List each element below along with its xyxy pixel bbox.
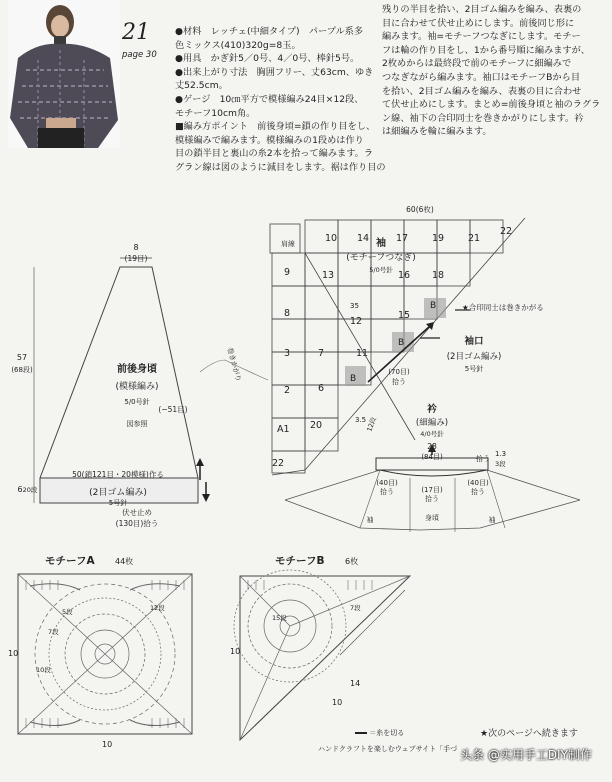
collar-needle: 4/0号針 — [420, 430, 444, 438]
collar-left-pick2: 拾う — [380, 488, 394, 496]
collar-rows: 3段 — [495, 460, 506, 468]
collar-pick: 拾う — [476, 455, 490, 463]
sleeve-num-21: 21 — [468, 233, 481, 244]
sleeve-num-22: 22 — [500, 226, 513, 237]
instruction-line: 色ミックス(410)320g=8玉。 — [175, 39, 301, 51]
instruction-line: つなぎながら編みます。袖口はモチーフBから目 — [382, 71, 581, 83]
motif-a-diagram — [0, 550, 230, 750]
sleeve-num-16: 16 — [398, 270, 411, 281]
body-height-rows: (68段) — [11, 366, 33, 374]
instruction-line: 目に合わせて伏せ止めにします。前後同じ形に — [382, 17, 575, 29]
sleeve-num-a1: A1 — [277, 424, 290, 435]
page-number: 21 — [122, 20, 150, 45]
cuff-needle: 5号針 — [464, 365, 484, 373]
collar-right-pick2: 拾う — [471, 488, 485, 496]
instruction-line: グラン線は図のように減目をします。裾は作り目の — [175, 161, 386, 173]
collar-right-pick: (40目) — [467, 479, 489, 487]
motif-b-size-v: 10 — [230, 647, 241, 656]
body-rib-rows: 20段 — [22, 486, 38, 494]
collar-width: 28 — [427, 442, 437, 451]
sleeve-subtitle: (モチーフつなぎ) — [346, 253, 416, 263]
page-reference: page 30 — [122, 50, 157, 60]
instruction-line: 残りの半目を拾い、2目ゴム編みを編み、表裏の — [382, 4, 582, 15]
sleeve-title: 袖 — [376, 238, 386, 249]
body-rib-label: (2目ゴム編み) — [89, 488, 147, 498]
footer-site: ハンドクラフトを楽しむウェブサイト「手づ — [318, 745, 458, 753]
marker-note: ★合印同士は巻きかがる — [462, 303, 544, 312]
model-photo — [8, 0, 120, 148]
instruction-line: 2枚めからは最終段で前のモチーフに細編みで — [382, 58, 572, 70]
cuff-pick2: 拾う — [392, 378, 406, 386]
b-mark-3: B — [350, 374, 357, 384]
cuff-pick: (70目) — [388, 368, 410, 376]
motif-a-round-10: 10段 — [36, 666, 51, 674]
sleeve-num-10: 10 — [325, 233, 338, 244]
instruction-line: を拾い、2目ゴム編みを編み、表裏の目に合わせ — [382, 85, 582, 97]
body-rib-height: 6 — [17, 485, 23, 494]
motif-b-diag-2: 10 — [332, 698, 343, 707]
motif-b-title: モチーフB — [275, 555, 325, 567]
body-cast-on: 50(鎖121目・20模様)作る — [72, 470, 164, 479]
sleeve-needle: 5/0号針 — [369, 266, 393, 274]
motif-b-diag-1: 14 — [350, 679, 361, 688]
watermark: 头条 @实用手工DIY制作 — [460, 748, 592, 762]
continue-note: ★次のページへ続きます — [480, 729, 578, 739]
sleeve-num-12: 12 — [350, 316, 363, 327]
cuff-title: 袖口 — [464, 336, 484, 347]
body-needle: 5/0号針 — [124, 398, 150, 406]
legend-cut-yarn — [355, 728, 404, 738]
collar-center-pick: (17目) — [421, 486, 443, 494]
sleeve-num-7: 7 — [318, 348, 325, 359]
instruction-line: ■編み方ポイント 前後身頃=鎖の作り目をし、 — [175, 121, 376, 133]
motif-a-round-12: 12段 — [150, 604, 165, 612]
instruction-line: ●出来上がり寸法 胸囲フリー、丈63cm、ゆき — [175, 66, 374, 78]
body-top-rows: (19目) — [124, 254, 148, 263]
collar-body: 身頃 — [425, 514, 439, 522]
sleeve-num-6: 6 — [318, 383, 325, 394]
instruction-line: ●ゲージ 10㎝平方で模様編み24目×12段、 — [175, 93, 364, 105]
motif-b-diagram — [230, 550, 430, 750]
sleeve-num-19: 19 — [432, 233, 445, 244]
body-bottom: (130目)拾う — [115, 519, 159, 528]
collar-title: 衿 — [427, 404, 437, 415]
cuff-height: 3.5 — [355, 416, 367, 424]
sleeve-num-8: 8 — [284, 308, 291, 319]
body-bind-off: 伏せ止め — [122, 508, 152, 517]
shoulder-line: 肩線 — [281, 240, 295, 248]
sleeve-num-18: 18 — [432, 270, 445, 281]
b-mark-1: B — [430, 301, 437, 311]
sleeve-diagram — [270, 204, 544, 475]
collar-diagram — [285, 403, 580, 532]
sleeve-width: 60(6枚) — [406, 205, 434, 214]
cut-yarn-icon — [355, 732, 367, 734]
collar-left-pick: (40目) — [376, 479, 398, 487]
sleeve-num-14: 14 — [357, 233, 370, 244]
instruction-line: フは輪の作り目をし、1から番号順に編みますが、 — [382, 44, 590, 56]
instruction-line: 丈52.5cm。 — [175, 80, 228, 92]
sleeve-num-9: 9 — [284, 267, 291, 278]
sleeve-num-15: 15 — [398, 310, 411, 321]
instruction-line: て伏せ止めにします。まとめ=前後身頃と袖のラグラ — [382, 99, 601, 111]
body-top-width: 8 — [133, 243, 139, 252]
instruction-line: は細編みを輪に編みます。 — [382, 126, 492, 138]
motif-a-title: モチーフA — [45, 555, 95, 567]
cuff-rows: 12段 — [365, 416, 378, 433]
motif-b-count: 6枚 — [345, 557, 359, 566]
cuff-subtitle: (2目ゴム編み) — [446, 352, 502, 362]
collar-subtitle: (細編み) — [415, 418, 449, 428]
pattern-diagrams — [0, 195, 612, 540]
sleeve-num-17: 17 — [396, 233, 409, 244]
instructions-left — [175, 25, 386, 175]
motif-a-round-7: 7段 — [48, 628, 59, 636]
body-decrease: (−51目) — [158, 405, 188, 414]
legend-text: ＝糸を切る — [369, 729, 405, 737]
body-subtitle: (模様編み) — [115, 382, 159, 392]
motif-a-count: 44枚 — [115, 557, 134, 566]
motif-a-size-h: 10 — [102, 740, 113, 749]
collar-center-pick2: 拾う — [425, 495, 439, 503]
body-height: 57 — [16, 353, 28, 362]
b-mark-2: B — [398, 338, 405, 348]
motif-b-round-7: 7段 — [350, 604, 361, 612]
instructions-right — [382, 3, 600, 139]
sleeve-num-11: 11 — [356, 348, 369, 359]
sleeve-num-35: 35 — [350, 302, 359, 310]
collar-stitches: (84目) — [421, 453, 443, 461]
motif-b-round-15: 15段 — [272, 614, 287, 622]
side-note: 巻きかがり — [225, 346, 243, 383]
sleeve-num-3: 3 — [284, 348, 291, 359]
instruction-line: 模様編みで編みます。模様編みの1段めは作り — [175, 134, 364, 146]
instruction-line: モチーフ10cm角。 — [175, 107, 256, 119]
sleeve-num-20: 20 — [310, 420, 323, 431]
body-ref: 図参照 — [126, 420, 148, 428]
instruction-line: ●材料 レッチェ(中細タイプ) パープル系多 — [175, 26, 364, 37]
sleeve-num-2: 2 — [284, 385, 291, 396]
motif-a-round-5: 5段 — [62, 608, 73, 616]
motif-a-size-v: 10 — [8, 649, 19, 658]
instruction-line: ●用具 かぎ針5／0号、4／0号、棒針5号。 — [175, 53, 360, 65]
body-title: 前後身頃 — [117, 364, 157, 375]
collar-sleeve-left: 袖 — [366, 516, 374, 524]
instruction-line: 編みます。袖=モチーフつなぎにします。モチー — [382, 31, 581, 43]
sleeve-num-22b: 22 — [272, 458, 285, 469]
instruction-line: 目の鎖半目と裏山の糸2本を拾って編みます。ラ — [175, 148, 374, 160]
body-diagram — [11, 243, 268, 528]
collar-rows-h: 1.3 — [495, 450, 507, 458]
instruction-line: ン線、袖下の合印同士を巻きかがりにします。衿 — [382, 112, 584, 124]
sleeve-num-13: 13 — [322, 270, 335, 281]
collar-sleeve-right: 袖 — [488, 516, 496, 524]
body-rib-needle: 5号針 — [108, 499, 128, 507]
